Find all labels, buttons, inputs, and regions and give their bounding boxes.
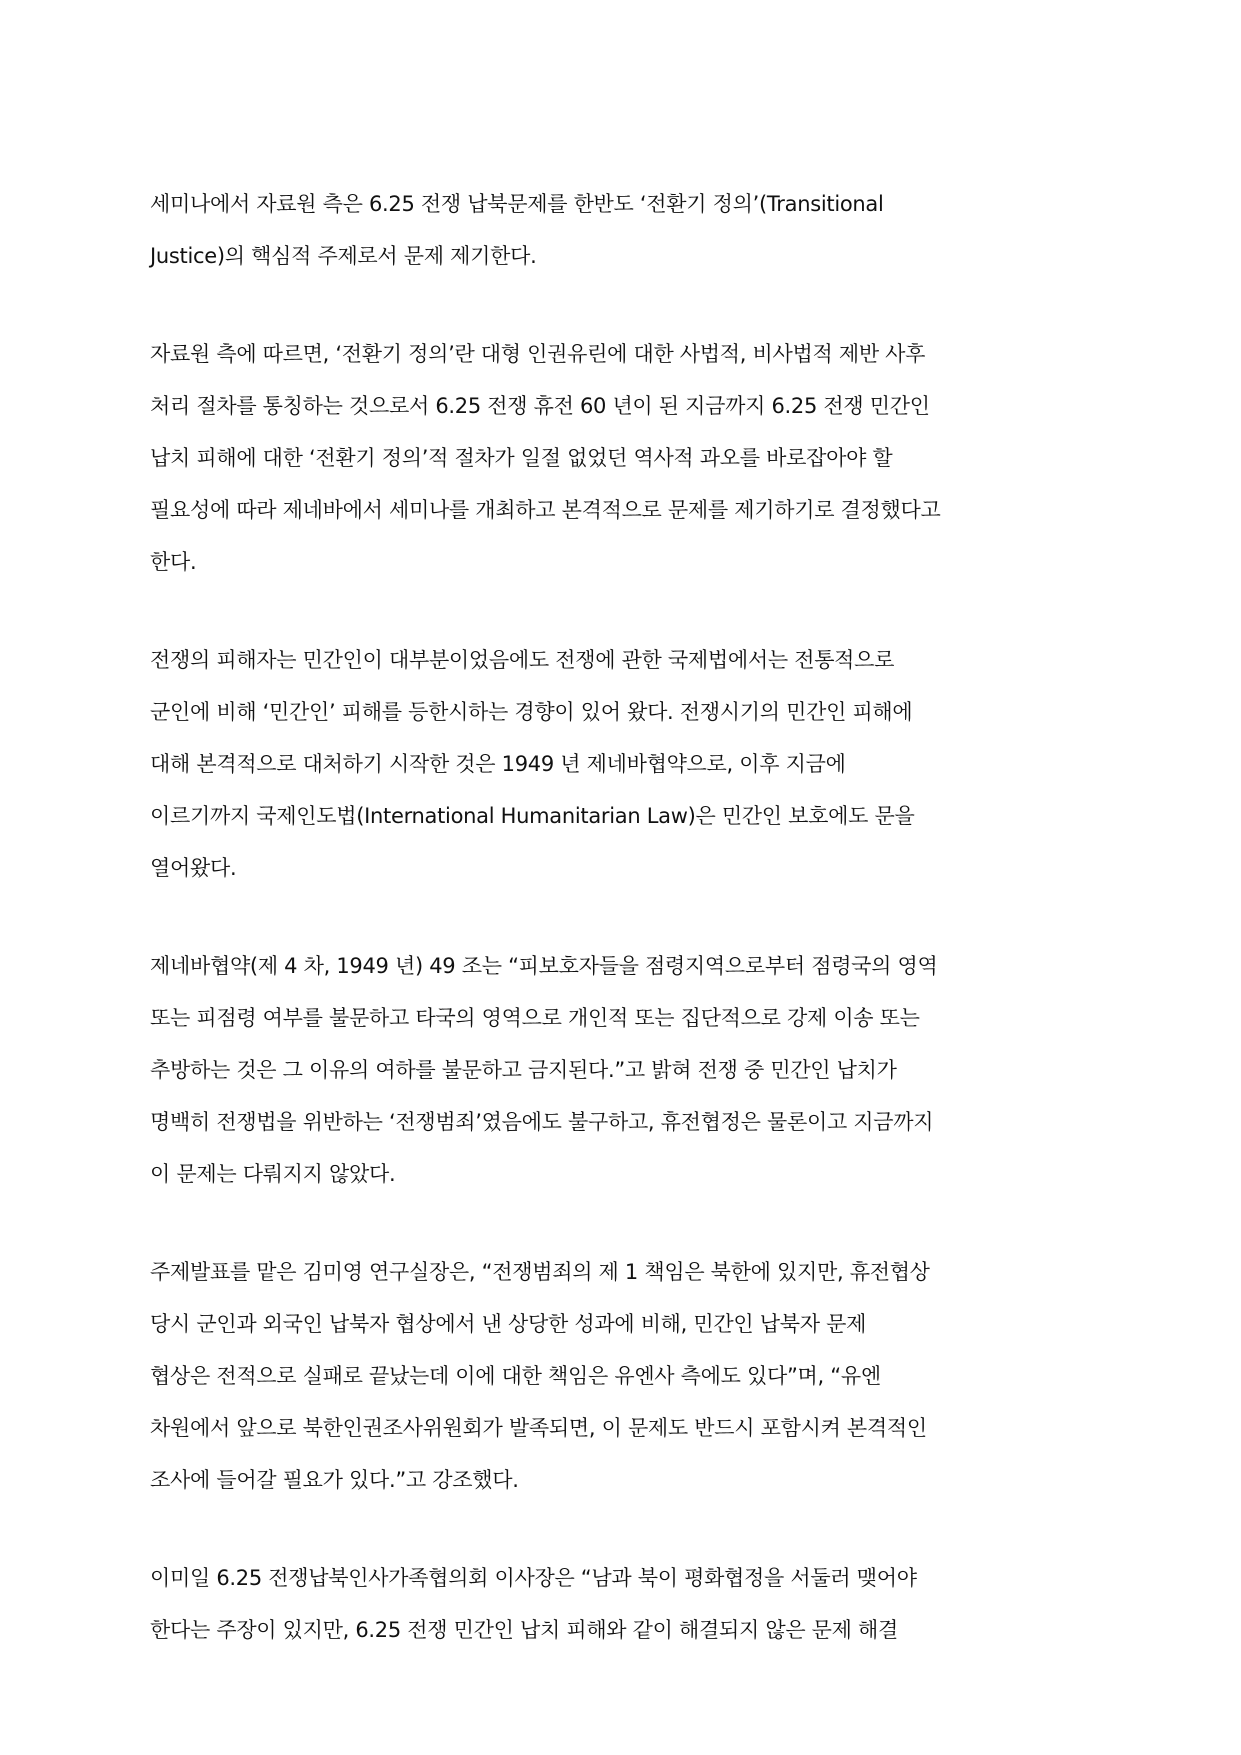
text-line: 협상은 전적으로 실패로 끝났는데 이에 대한 책임은 유엔사 측에도 있다”며, “유엔	[150, 1364, 881, 1388]
document-body	[150, 178, 1090, 1702]
text-line: 한다.	[150, 550, 197, 574]
text-line: 당시 군인과 외국인 납북자 협상에서 낸 상당한 성과에 비해, 민간인 납북자 문제	[150, 1312, 867, 1336]
text-line: 조사에 들어갈 필요가 있다.”고 강조했다.	[150, 1468, 519, 1492]
text-line: 한다는 주장이 있지만, 6.25 전쟁 민간인 납치 피해와 같이 해결되지 않은 문제 해결	[150, 1618, 899, 1642]
text-line: 이르기까지 국제인도법(International Humanitarian Law)은 민간인 보호에도 문을	[150, 804, 915, 828]
text-line: 대해 본격적으로 대처하기 시작한 것은 1949 년 제네바협약으로, 이후 지금에	[150, 752, 846, 776]
text-line: 이 문제는 다뤄지지 않았다.	[150, 1162, 396, 1186]
text-line: 추방하는 것은 그 이유의 여하를 불문하고 금지된다.”고 밝혀 전쟁 중 민간인 납치가	[150, 1058, 897, 1082]
text-line: 열어왔다.	[150, 856, 237, 880]
text-line: 이미일 6.25 전쟁납북인사가족협의회 이사장은 “남과 북이 평화협정을 서둘러 맺어야	[150, 1566, 917, 1590]
text-line: 또는 피점령 여부를 불문하고 타국의 영역으로 개인적 또는 집단적으로 강제 이송 또는	[150, 1006, 920, 1030]
text-line: 세미나에서 자료원 측은 6.25 전쟁 납북문제를 한반도 ‘전환기 정의’(Transitional	[150, 192, 884, 216]
paragraph-1	[150, 178, 1090, 282]
text-line: 납치 피해에 대한 ‘전환기 정의’적 절차가 일절 없었던 역사적 과오를 바로잡아야 할	[150, 446, 893, 470]
text-line: 제네바협약(제 4 차, 1949 년) 49 조는 “피보호자들을 점령지역으로부터 점령국의 영역	[150, 954, 938, 978]
text-line: 명백히 전쟁법을 위반하는 ‘전쟁범죄’였음에도 불구하고, 휴전협정은 물론이고 지금까지	[150, 1110, 934, 1134]
paragraph-4	[150, 940, 1090, 1200]
text-line: 전쟁의 피해자는 민간인이 대부분이었음에도 전쟁에 관한 국제법에서는 전통적으로	[150, 648, 895, 672]
paragraph-3	[150, 634, 1090, 894]
text-line: 자료원 측에 따르면, ‘전환기 정의’란 대형 인권유린에 대한 사법적, 비사법적 제반 사후	[150, 342, 926, 366]
paragraph-5	[150, 1246, 1090, 1506]
text-line: 처리 절차를 통칭하는 것으로서 6.25 전쟁 휴전 60 년이 된 지금까지 6.25 전쟁 민간인	[150, 394, 930, 418]
paragraph-2	[150, 328, 1090, 588]
text-line: Justice)의 핵심적 주제로서 문제 제기한다.	[150, 244, 537, 268]
text-line: 필요성에 따라 제네바에서 세미나를 개최하고 본격적으로 문제를 제기하기로 결정했다고	[150, 498, 941, 522]
paragraph-6	[150, 1552, 1090, 1656]
text-line: 군인에 비해 ‘민간인’ 피해를 등한시하는 경향이 있어 왔다. 전쟁시기의 민간인 피해에	[150, 700, 913, 724]
text-line: 주제발표를 맡은 김미영 연구실장은, “전쟁범죄의 제 1 책임은 북한에 있지만, 휴전협상	[150, 1260, 930, 1284]
text-line: 차원에서 앞으로 북한인권조사위원회가 발족되면, 이 문제도 반드시 포함시켜 본격적인	[150, 1416, 927, 1440]
